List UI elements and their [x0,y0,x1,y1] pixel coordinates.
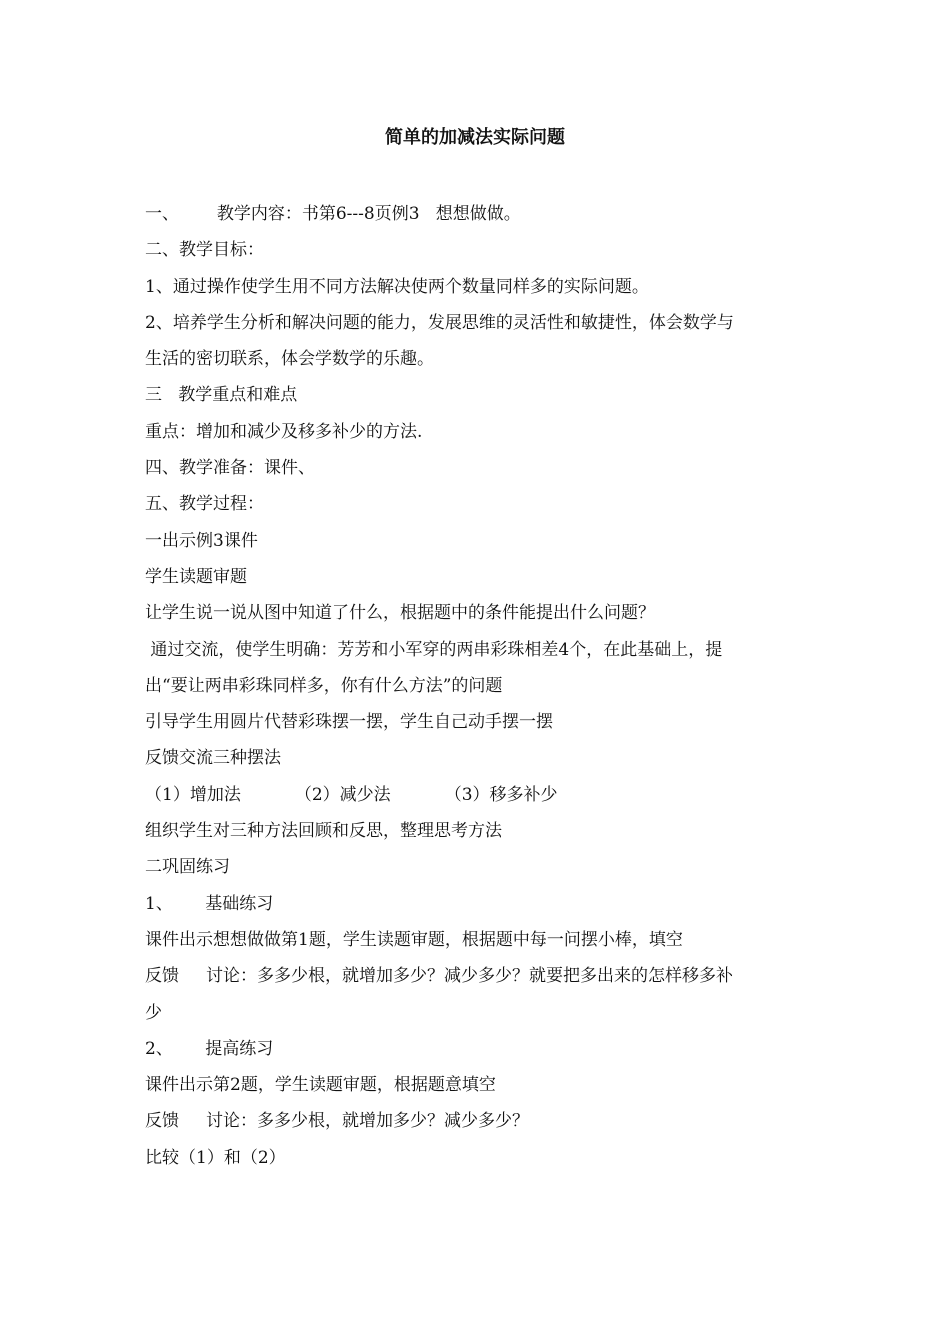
content-line-advanced-practice: 2、 提高练习 [145,1038,274,1059]
content-line-read: 学生读题审题 [145,566,247,587]
content-line-compare: 比较（1）和（2） [145,1147,286,1168]
content-line-discussion-1: 反馈 讨论：多多少根，就增加多少？减少多少？就要把多出来的怎样移多补 [145,966,734,987]
content-line-preparation: 四、教学准备：课件、 [145,458,315,479]
content-line-feedback: 反馈交流三种摆法 [145,748,281,769]
document-body [145,196,810,1176]
content-line-goals-heading: 二、教学目标： [145,240,264,261]
content-line-review: 组织学生对三种方法回顾和反思，整理思考方法 [145,821,502,842]
content-line-three-methods: （1）增加法 （2）减少法 （3）移多补少 [145,784,558,805]
content-line-key-points-heading: 三 教学重点和难点 [145,385,298,406]
content-line-exchange-cont: 出“要让两串彩珠同样多，你有什么方法”的问题 [145,675,503,696]
content-line-discussion-2: 反馈 讨论：多多少根，就增加多少？减少多少？ [145,1111,530,1132]
page-title: 简单的加减法实际问题 [385,127,565,148]
content-line-goal-2: 2、培养学生分析和解决问题的能力，发展思维的灵活性和敏捷性，体会数学与 [145,312,734,333]
content-line-guide: 引导学生用圆片代替彩珠摆一摆，学生自己动手摆一摆 [145,712,553,733]
content-line-goal-2-cont: 生活的密切联系，体会学数学的乐趣。 [145,349,434,370]
content-line-basic-practice: 1、 基础练习 [145,893,274,914]
content-line-exercise-1: 课件出示想想做做第1题，学生读题审题，根据题中每一问摆小棒，填空 [145,929,683,950]
content-line-practice-heading: 二巩固练习 [145,857,230,878]
content-line-goal-1: 1、通过操作使学生用不同方法解决使两个数量同样多的实际问题。 [145,276,649,297]
content-line-discussion-1-cont: 少 [145,1002,162,1023]
content-line-process-heading: 五、教学过程： [145,494,264,515]
content-line-step-1: 一出示例3课件 [145,530,258,551]
content-line-key-point: 重点：增加和减少及移多补少的方法. [145,421,423,442]
content-line-exercise-2: 课件出示第2题，学生读题审题，根据题意填空 [145,1075,496,1096]
content-line-exchange: 通过交流，使学生明确：芳芳和小军穿的两串彩珠相差4个，在此基础上，提 [145,639,723,660]
content-line-ask: 让学生说一说从图中知道了什么，根据题中的条件能提出什么问题？ [145,603,655,624]
content-line-teaching-content: 一、 教学内容：书第6---8页例3 想想做做。 [145,204,521,224]
